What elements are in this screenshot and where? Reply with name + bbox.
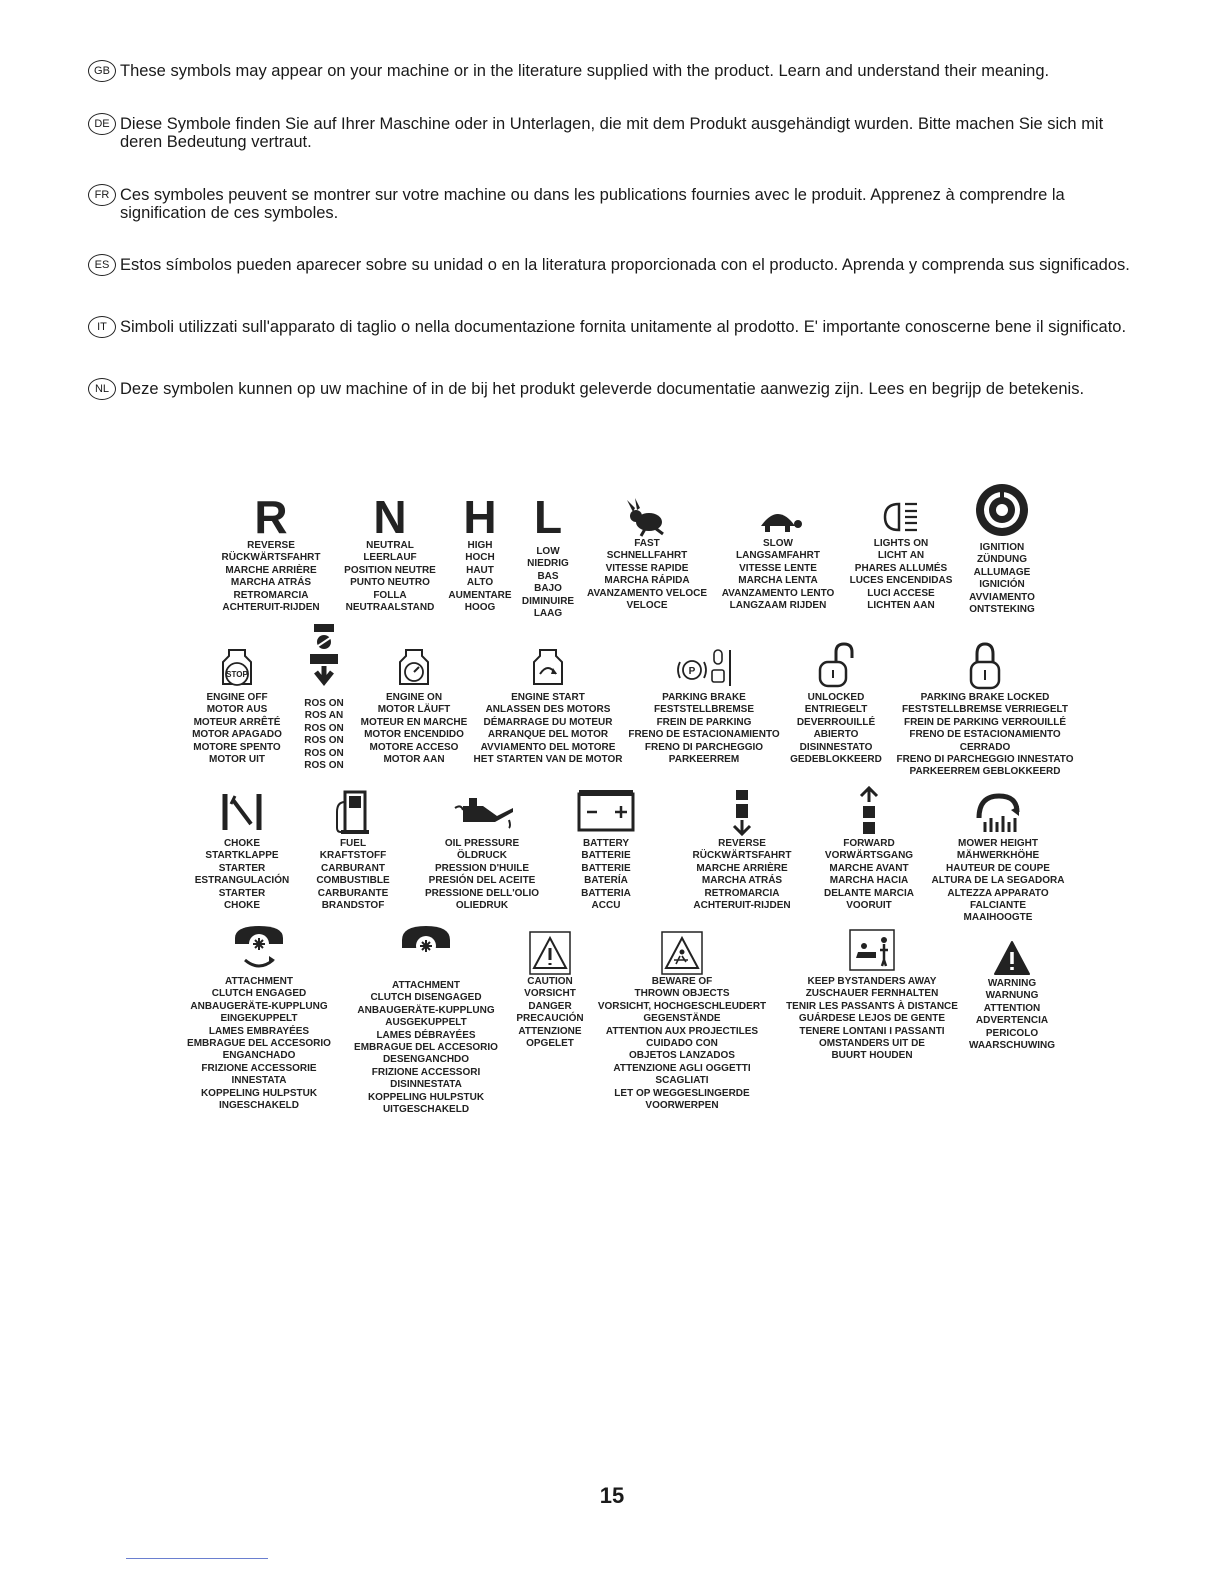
symbol-label-line: WARNING [987, 978, 1037, 989]
symbol-label-line: LUCI ACCESE [867, 587, 935, 599]
rabbit-icon [625, 496, 669, 538]
forward-arrow-icon [851, 786, 887, 838]
symbol-label-line: CLUTCH DISENGAGED [370, 992, 482, 1004]
symbol-label-lines [776, 976, 968, 1063]
symbol-label-lines [306, 838, 400, 912]
symbol-label-line: ONTSTEKING [969, 604, 1035, 616]
symbol-label-line: BATTERY [582, 838, 630, 849]
symbol-label-line: CERRADO [959, 741, 1011, 753]
symbol-label-line: MARCHE ARRIÈRE [225, 564, 317, 576]
symbol-label-line: BUURT HOUDEN [831, 1050, 913, 1062]
symbol-label-line: FUEL [339, 838, 367, 849]
symbol-label-line: VORSICHT [524, 988, 576, 1000]
symbol-label-line: VORSICHT, HOCHGESCHLEUDERT [597, 1000, 767, 1012]
symbol-label-line: BRANDSTOF [321, 900, 385, 912]
mower-height-icon [971, 786, 1025, 838]
symbol-label-line: TENIR LES PASSANTS À DISTANCE [786, 1000, 958, 1012]
symbol-label-line: AVVIAMENTO DEL MOTORE [480, 741, 616, 753]
symbol-label-line: FRENO DE ESTACIONAMIENTO [628, 729, 780, 741]
symbol-label-line: OMSTANDERS UIT DE [819, 1038, 925, 1050]
symbol-label-line: ZÜNDUNG [977, 554, 1027, 566]
ignition-key-icon [974, 482, 1030, 538]
symbol-label-line: HOOG [464, 602, 496, 614]
symbol-label-line: ATTENTION [983, 1002, 1041, 1014]
symbol-label-line: FREIN DE PARKING VERROUILLÉ [903, 716, 1067, 728]
symbol-label-lines [680, 838, 804, 912]
unlocked-padlock-icon [814, 640, 858, 692]
symbol-label-line: ZUSCHAUER FERNHALTEN [805, 988, 939, 1000]
symbol-label-line: ANBAUGERÄTE-KUPPLUNG [190, 1000, 328, 1012]
reverse-letter: R [254, 491, 288, 543]
symbol-label-line: VOORWERPEN [645, 1100, 719, 1112]
symbol-label-line: VITESSE LENTE [739, 562, 817, 574]
intro-es [88, 256, 1148, 274]
symbol-label-line: HIGH [467, 540, 493, 551]
symbol-label-line: PERICOLO [985, 1027, 1039, 1039]
symbol-label-line: POSITION NEUTRE [344, 564, 436, 576]
ros-on-icon [304, 622, 344, 692]
symbol-label-line: CLUTCH ENGAGED [211, 988, 307, 1000]
symbol-label-lines [512, 976, 588, 1050]
svg-text:P: P [688, 666, 696, 677]
engine-off-icon [216, 644, 258, 692]
bystanders-icon [848, 926, 896, 976]
symbol-label-line: AUMENTARE [448, 589, 512, 601]
symbol-label-line: GEGENSTÄNDE [643, 1013, 721, 1025]
symbol-label-line: ATTACHMENT [392, 980, 460, 991]
symbol-label-line: COMBUSTIBLE [316, 875, 390, 887]
symbol-label-line: FRIZIONE ACCESSORI [371, 1066, 481, 1078]
symbol-label-line: FREIN DE PARKING [656, 716, 752, 728]
symbol-label-line: ENGANCHADO [222, 1050, 296, 1062]
fuel-pump-icon [331, 786, 375, 838]
symbol-warning [962, 938, 1062, 1052]
symbol-label-line: MOTEUR ARRÊTÉ [193, 716, 281, 728]
symbol-label-lines [296, 698, 352, 772]
symbol-label-line: ACHTERUIT-RIJDEN [693, 900, 791, 912]
symbol-label-line: DANGER [528, 1000, 572, 1012]
symbol-label-line: ALTEZZA APPARATO [947, 887, 1049, 899]
parking-brake-icon [672, 644, 736, 692]
symbol-thrown-objects [588, 930, 776, 1112]
symbol-label-line: FRENO DI PARCHEGGIO [644, 741, 764, 753]
symbol-label-line: LANGZAAM RIJDEN [729, 600, 827, 612]
symbol-label-line: MOTOR UIT [209, 754, 265, 766]
symbol-choke [186, 786, 298, 912]
symbol-label-line: INGESCHAKELD [218, 1100, 299, 1112]
symbol-label-line: RÜCKWÄRTSFAHRT [221, 552, 321, 564]
symbol-parking-brake [622, 644, 786, 766]
symbol-slow [716, 496, 840, 612]
symbol-label-line: ABIERTO [813, 729, 859, 741]
language-code: NL [88, 378, 116, 400]
symbol-label-line: BATTERIE [581, 862, 631, 874]
symbol-label-line: NEUTRAALSTAND [345, 602, 435, 614]
symbol-label-line: MARCHA ATRÁS [230, 577, 312, 589]
symbol-label-line: THROWN OBJECTS [634, 988, 730, 1000]
symbol-label-line: ROS ON [304, 735, 344, 747]
symbol-label-line: DEVERROUILLÉ [796, 716, 876, 728]
footer-rule [126, 1558, 268, 1559]
symbol-label-line: WARNUNG [985, 990, 1039, 1002]
symbol-label-line: INNESTATA [231, 1075, 287, 1087]
symbol-label-line: PRESIÓN DEL ACEITE [428, 875, 536, 887]
symbol-label-line: SCAGLIATI [655, 1075, 709, 1087]
symbol-label-lines [812, 838, 926, 912]
symbol-label-line: EMBRAGUE DEL ACCESORIO [187, 1038, 331, 1050]
symbol-lights-on [844, 496, 958, 612]
symbol-neutral [338, 491, 442, 614]
symbol-label-line: PARKING BRAKE [662, 692, 746, 703]
symbol-label-line: FOLLA [373, 589, 407, 601]
intro-text: These symbols may appear on your machine or in the literature supplied with the product. Learn and understand their meaning. [120, 62, 1050, 80]
symbol-label-line: MOTOR APAGADO [192, 729, 282, 741]
symbol-label-line: NIEDRIG [527, 558, 569, 570]
symbol-label-line: HOCH [465, 552, 495, 564]
symbol-label-line: ROS ON [304, 722, 344, 734]
symbol-label-line: KOPPELING HULPSTUK [367, 1091, 485, 1103]
symbol-label-lines [588, 976, 776, 1112]
battery-icon [575, 786, 637, 838]
symbol-label-line: MÄHWERKHÖHE [956, 850, 1040, 862]
symbol-label-line: MOTOR AUS [206, 704, 268, 716]
symbol-label-line: DÉMARRAGE DU MOTEUR [483, 716, 613, 728]
symbol-label-line: FRENO DI PARCHEGGIO INNESTATO [896, 754, 1074, 766]
symbol-label-line: UNLOCKED [807, 692, 865, 703]
symbol-label-line: STARTER [218, 862, 266, 874]
symbol-label-lines [468, 692, 628, 766]
symbol-label-line: NEUTRAL [366, 540, 414, 551]
symbol-label-line: BEWARE OF [651, 976, 713, 987]
symbol-label-line: ENGINE OFF [206, 692, 268, 703]
symbol-label-line: HAUTEUR DE COUPE [946, 862, 1050, 874]
symbol-label-line: LET OP WEGGESLINGERDE [614, 1087, 750, 1099]
symbol-label-line: DISINNESTATA [390, 1079, 462, 1091]
intro-text: Simboli utilizzati sull'apparato di taglio o nella documentazione fornita unitamente al prodotto. E' importante conoscerne bene il significato. [120, 318, 1127, 336]
symbol-keep-bystanders-away [776, 926, 968, 1063]
symbol-label-line: DISINNESTATO [799, 741, 873, 753]
symbol-label-line: OPGELET [526, 1038, 574, 1050]
symbol-label-lines [446, 540, 514, 614]
symbol-label-line: LANGSAMFAHRT [736, 550, 820, 562]
language-code: FR [88, 184, 116, 206]
locked-padlock-icon [965, 640, 1005, 692]
symbol-label-line: MOWER HEIGHT [958, 838, 1038, 849]
symbol-mower-height [926, 786, 1070, 925]
symbol-label-lines [178, 976, 340, 1112]
choke-icon [217, 786, 267, 838]
intro-text: Ces symboles peuvent se montrer sur votre machine ou dans les publications fournies avec le produit. Apprenez à comprendre la signification de ces symboles. [120, 186, 1065, 222]
symbol-label-line: VORWÄRTSGANG [824, 850, 914, 862]
symbol-label-line: OBJETOS LANZADOS [629, 1050, 735, 1062]
symbol-attachment-clutch-engaged [178, 922, 340, 1112]
symbol-label-line: TENERE LONTANI I PASSANTI [799, 1025, 945, 1037]
symbol-label-line: UITGESCHAKELD [382, 1104, 470, 1116]
symbol-label-line: MOTOR LÄUFT [377, 704, 451, 716]
symbol-ignition [960, 482, 1044, 616]
symbol-label-line: ENTRIEGELT [804, 704, 868, 716]
symbol-label-line: GUÁRDESE LEJOS DE GENTE [798, 1013, 946, 1025]
headlight-icon [881, 496, 921, 538]
symbol-label-line: BATTERIE [581, 850, 631, 862]
page-number: 15 [599, 1483, 625, 1508]
symbol-label-line: MARCHE ARRIÈRE [696, 862, 788, 874]
symbol-label-line: ALTURA DE LA SEGADORA [931, 875, 1065, 887]
symbol-label-line: KRAFTSTOFF [319, 850, 387, 862]
engine-on-icon [393, 644, 435, 692]
language-code: GB [88, 60, 116, 82]
symbol-ros-on [296, 622, 352, 772]
symbol-engine-start [468, 644, 628, 766]
symbol-label-line: MARCHA ATRÁS [701, 875, 783, 887]
symbol-label-line: MARCHE AVANT [829, 862, 909, 874]
oil-can-icon [447, 786, 517, 838]
symbol-label-line: RETROMARCIA [704, 887, 780, 899]
symbol-label-lines [926, 838, 1070, 925]
symbol-label-lines [344, 980, 508, 1116]
blade-disengaged-icon [398, 922, 454, 962]
symbol-battery [568, 786, 644, 912]
symbol-label-line: AUSGEKUPPELT [385, 1017, 467, 1029]
engine-start-icon [527, 644, 569, 692]
symbol-label-line: FRENO DE ESTACIONAMIENTO [909, 729, 1061, 741]
symbol-label-line: ESTRANGULACIÓN [194, 875, 290, 887]
language-code: ES [88, 254, 116, 276]
symbol-label-line: EMBRAGUE DEL ACCESORIO [354, 1042, 498, 1054]
symbol-label-lines [414, 838, 550, 912]
symbol-label-line: MOTEUR EN MARCHE [360, 716, 468, 728]
symbol-label-line: EINGEKUPPELT [220, 1013, 298, 1025]
symbol-label-line: PRESSION D'HUILE [434, 862, 530, 874]
low-letter: L [533, 491, 563, 543]
symbol-label-line: FESTSTELLBREMSE VERRIEGELT [902, 704, 1068, 716]
symbol-label-line: MOTOR ENCENDIDO [364, 729, 464, 741]
symbol-unlocked [786, 640, 886, 766]
symbol-label-lines [582, 538, 712, 612]
symbol-label-line: HET STARTEN VAN DE MOTOR [473, 754, 623, 766]
symbol-label-line: RÜCKWÄRTSFAHRT [692, 850, 792, 862]
symbol-label-line: ACCU [591, 900, 621, 912]
symbol-label-line: PUNTO NEUTRO [350, 577, 430, 589]
symbol-label-line: AVANZAMENTO LENTO [721, 587, 835, 599]
symbol-label-line: MOTORE ACCESO [369, 741, 459, 753]
symbol-label-lines [716, 538, 840, 612]
symbol-label-line: DESENGANCHDO [382, 1054, 470, 1066]
symbol-label-line: OLIEDRUK [455, 900, 509, 912]
symbol-label-line: PARKING BRAKE LOCKED [920, 692, 1050, 703]
symbol-label-line: BAS [537, 570, 559, 582]
symbol-label-line: AVVIAMENTO [969, 591, 1035, 603]
symbol-label-line: ATTACHMENT [225, 976, 293, 987]
symbol-attachment-clutch-disengaged [344, 922, 508, 1116]
symbol-label-line: ALTO [466, 577, 494, 589]
symbol-label-line: IGNITION [979, 542, 1025, 553]
caution-triangle-icon [528, 930, 572, 976]
turtle-icon [753, 496, 803, 538]
symbol-label-line: LICHTEN AAN [867, 600, 935, 612]
symbol-label-line: BAJO [534, 583, 562, 595]
symbol-label-line: ROS AN [304, 710, 344, 722]
intro-fr [88, 186, 1148, 222]
symbol-label-line: REVERSE [718, 838, 766, 849]
symbol-label-line: MOTOR AAN [383, 754, 445, 766]
symbol-label-line: LIGHTS ON [873, 538, 929, 549]
symbol-label-line: STARTKLAPPE [205, 850, 279, 862]
symbol-label-line: ANLASSEN DES MOTORS [485, 704, 611, 716]
symbol-label-line: RETROMARCIA [233, 589, 309, 601]
symbol-label-line: ENGINE START [511, 692, 585, 703]
thrown-objects-icon [660, 930, 704, 976]
symbol-label-line: DIMINUIRE [521, 595, 575, 607]
intro-text: Diese Symbole finden Sie auf Ihrer Maschine oder in Unterlagen, die mit dem Produkt ausgehändigt wurden. Bitte machen Sie sich mit deren Bedeutung vertraut. [120, 115, 1104, 151]
symbol-label-line: ROS ON [304, 747, 344, 759]
symbol-label-line: PRECAUCIÓN [516, 1013, 584, 1025]
language-code: DE [88, 113, 116, 135]
symbol-label-line: GEDEBLOKKEERD [790, 754, 882, 766]
symbol-label-line: BATTERIA [581, 887, 631, 899]
svg-text:STOP: STOP [226, 670, 248, 679]
symbol-label-lines [960, 542, 1044, 616]
symbol-label-line: FRIZIONE ACCESSORIE [201, 1062, 317, 1074]
symbol-label-lines [622, 692, 786, 766]
symbol-label-line: LAMES DÉBRAYÉES [376, 1029, 476, 1041]
symbol-label-lines [352, 692, 476, 766]
symbol-label-line: CARBURANT [321, 862, 385, 874]
symbol-label-line: FORWARD [843, 838, 895, 849]
symbol-label-line: ARRANQUE DEL MOTOR [487, 729, 609, 741]
symbol-label-line: SCHNELLFAHRT [606, 550, 688, 562]
symbol-label-line: ROS ON [304, 760, 344, 772]
symbol-label-line: ATTENTION AUX PROJECTILES [605, 1025, 759, 1037]
symbol-reverse-gear [680, 786, 804, 912]
symbol-label-line: SLOW [763, 538, 793, 549]
symbol-label-line: CAUTION [527, 976, 573, 987]
symbol-label-line: REVERSE [247, 540, 295, 551]
symbol-label-line: CHOKE [223, 838, 261, 849]
symbol-high [446, 491, 514, 614]
symbol-label-line: FAST [634, 538, 660, 549]
symbol-label-line: FESTSTELLBREMSE [653, 704, 754, 716]
symbol-label-line: MARCHA LENTA [738, 575, 818, 587]
symbol-reverse-letter [208, 491, 334, 614]
symbol-label-lines [568, 838, 644, 912]
symbol-label-line: LEERLAUF [363, 552, 417, 564]
symbol-engine-on [352, 644, 476, 766]
symbol-fast [582, 496, 712, 612]
reverse-arrow-icon [724, 786, 760, 838]
symbol-label-line: BATERÍA [584, 875, 628, 887]
symbol-label-lines [518, 546, 578, 620]
warning-triangle-icon [992, 938, 1032, 978]
symbol-parking-brake-locked [892, 640, 1078, 779]
symbol-label-line: ATTENZIONE AGLI OGGETTI [613, 1062, 751, 1074]
symbol-forward [812, 786, 926, 912]
symbol-label-line: LAAG [533, 608, 563, 620]
symbol-label-line: CUIDADO CON [646, 1038, 718, 1050]
symbol-label-line: VITESSE RAPIDE [605, 562, 689, 574]
symbol-label-line: CARBURANTE [317, 887, 389, 899]
symbol-label-line: ALLUMAGE [973, 566, 1031, 578]
symbol-label-line: ATTENZIONE [518, 1025, 582, 1037]
symbol-label-line: MAAIHOOGTE [963, 912, 1033, 924]
symbol-label-line: ROS ON [304, 698, 344, 709]
symbol-label-lines [186, 692, 288, 766]
intro-text: Estos símbolos pueden aparecer sobre su unidad o en la literatura proporcionada con el producto. Aprenda y comprenda sus significados. [120, 256, 1130, 274]
symbol-label-line: VOORUIT [846, 900, 892, 912]
intro-nl [88, 380, 1148, 398]
blade-engaged-icon [231, 922, 287, 976]
symbol-label-line: IGNICIÓN [979, 579, 1025, 591]
symbol-label-lines [208, 540, 334, 614]
symbol-label-line: LICHT AN [877, 550, 925, 562]
symbol-caution [512, 930, 588, 1050]
symbol-label-line: OIL PRESSURE [444, 838, 520, 849]
symbol-label-line: KOPPELING HULPSTUK [200, 1087, 318, 1099]
symbol-label-line: AVANZAMENTO VELOCE [586, 587, 707, 599]
symbol-label-line: PRESSIONE DELL'OLIO [424, 887, 540, 899]
symbol-label-line: ÖLDRUCK [457, 850, 507, 862]
symbol-label-lines [786, 692, 886, 766]
symbol-label-line: MARCHA RÁPIDA [604, 575, 690, 587]
symbol-label-lines [892, 692, 1078, 779]
symbol-label-line: CHOKE [223, 900, 261, 912]
symbol-label-line: MARCHA HACIA [829, 875, 909, 887]
symbol-label-line: WAARSCHUWING [968, 1040, 1056, 1052]
symbol-label-line: DELANTE MARCIA [824, 887, 914, 899]
symbol-label-lines [962, 978, 1062, 1052]
symbol-label-line: STARTER [218, 887, 266, 899]
symbol-label-line: ACHTERUIT-RIJDEN [222, 602, 320, 614]
symbol-label-lines [844, 538, 958, 612]
symbol-label-line: LOW [536, 546, 560, 557]
symbol-label-line: PARKEERREM [668, 754, 740, 766]
symbol-label-line: MOTORE SPENTO [193, 741, 281, 753]
symbol-label-line: PARKEERREM GEBLOKKEERD [909, 766, 1061, 778]
intro-it [88, 318, 1148, 336]
symbol-fuel [306, 786, 400, 912]
symbol-label-line: KEEP BYSTANDERS AWAY [807, 976, 937, 987]
symbol-label-line: ANBAUGERÄTE-KUPPLUNG [357, 1004, 495, 1016]
symbol-low [518, 491, 578, 620]
symbol-label-line: PHARES ALLUMÉS [854, 562, 948, 574]
symbol-label-lines [186, 838, 298, 912]
symbol-label-line: LUCES ENCENDIDAS [849, 575, 953, 587]
intro-text: Deze symbolen kunnen op uw machine of in de bij het produkt geleverde documentatie aanwezig zijn. Lees en begrijp de betekenis. [120, 380, 1085, 398]
symbol-label-lines [338, 540, 442, 614]
intro-de [88, 115, 1148, 151]
intro-gb [88, 62, 1148, 80]
symbol-label-line: ADVERTENCIA [975, 1015, 1049, 1027]
high-letter: H [463, 491, 497, 543]
neutral-letter: N [373, 491, 407, 543]
symbol-oil-pressure [414, 786, 550, 912]
symbol-label-line: LAMES EMBRAYÉES [208, 1025, 310, 1037]
symbol-engine-off [186, 644, 288, 766]
symbol-label-line: FALCIANTE [969, 900, 1027, 912]
symbol-label-line: VELOCE [626, 600, 668, 612]
symbol-label-line: HAUT [466, 564, 494, 576]
language-code: IT [88, 316, 116, 338]
symbol-label-line: ENGINE ON [385, 692, 443, 703]
